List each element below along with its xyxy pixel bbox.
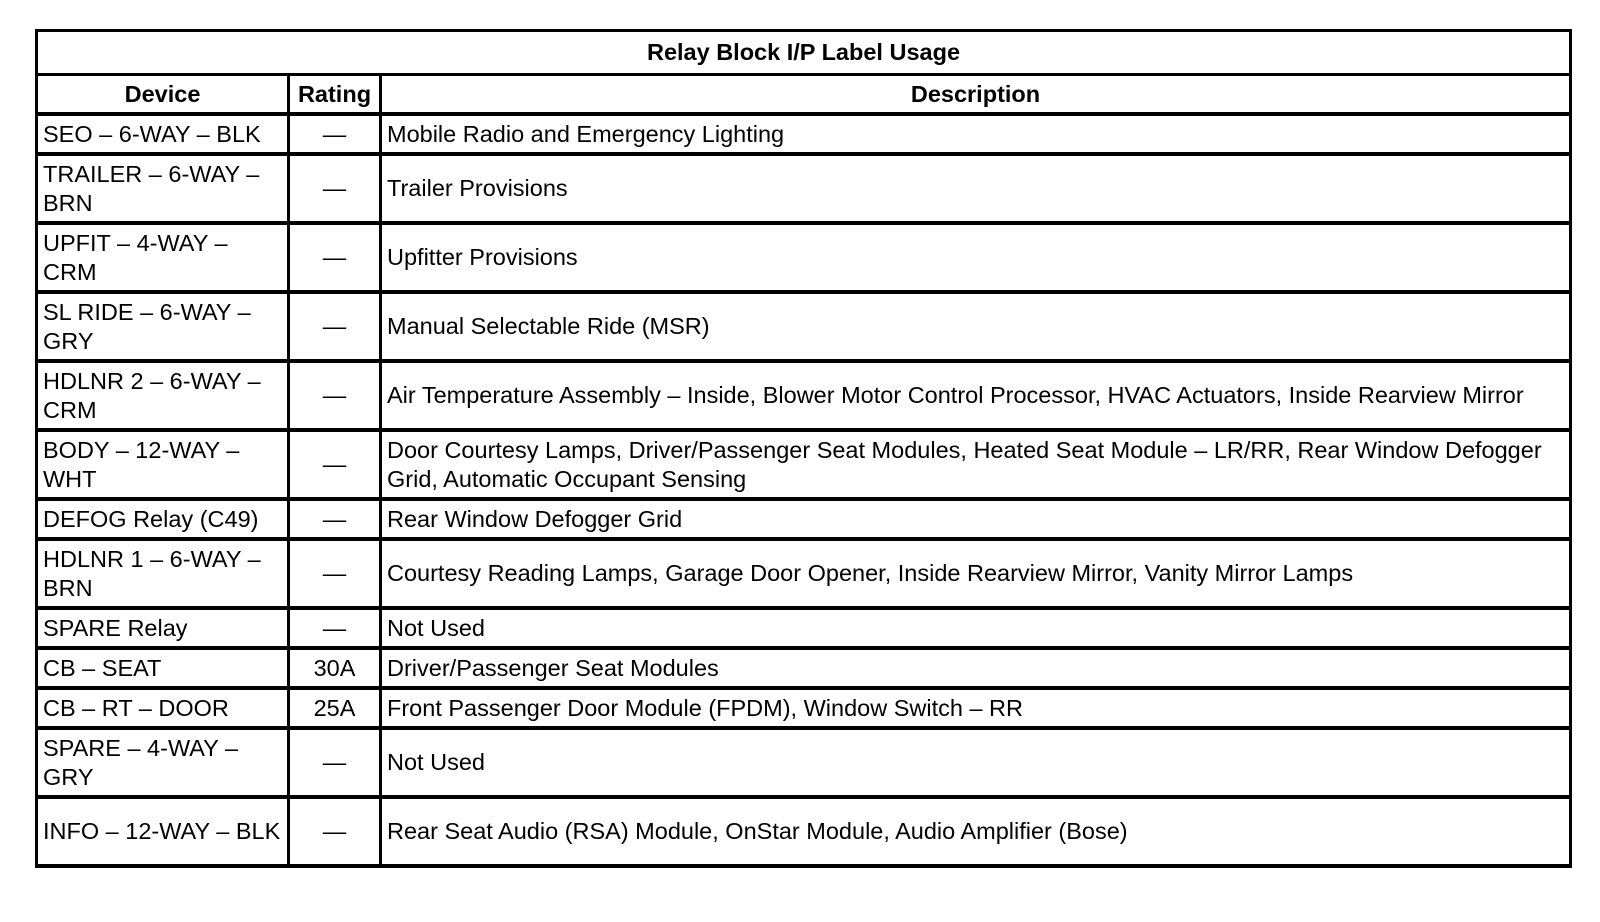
device-cell: DEFOG Relay (C49) [37, 499, 289, 539]
device-cell: SEO – 6-WAY – BLK [37, 114, 289, 154]
rating-cell: 30A [289, 648, 381, 688]
table-row [37, 114, 1571, 154]
column-header-device: Device [37, 75, 289, 115]
table-row [37, 797, 1571, 866]
rating-cell: — [289, 292, 381, 361]
rating-cell: — [289, 361, 381, 430]
description-cell: Not Used [381, 728, 1571, 797]
table-row [37, 608, 1571, 648]
rating-cell: — [289, 608, 381, 648]
description-cell: Rear Window Defogger Grid [381, 499, 1571, 539]
rating-cell: — [289, 114, 381, 154]
table-row [37, 688, 1571, 728]
table-row [37, 292, 1571, 361]
device-cell: UPFIT – 4-WAY – CRM [37, 223, 289, 292]
description-cell: Upfitter Provisions [381, 223, 1571, 292]
rating-cell: — [289, 499, 381, 539]
rating-cell: — [289, 154, 381, 223]
description-cell: Door Courtesy Lamps, Driver/Passenger Seat Modules, Heated Seat Module – LR/RR, Rear Window Defogger Grid, Automatic Occupant Sensing [381, 430, 1571, 499]
description-cell: Mobile Radio and Emergency Lighting [381, 114, 1571, 154]
description-cell: Not Used [381, 608, 1571, 648]
table-title: Relay Block I/P Label Usage [37, 31, 1571, 75]
table-row [37, 223, 1571, 292]
table-body [37, 114, 1571, 866]
table-row [37, 430, 1571, 499]
device-cell: BODY – 12-WAY – WHT [37, 430, 289, 499]
device-cell: CB – SEAT [37, 648, 289, 688]
table-row [37, 361, 1571, 430]
table-row [37, 728, 1571, 797]
rating-cell: — [289, 223, 381, 292]
rating-cell: — [289, 430, 381, 499]
table-row [37, 648, 1571, 688]
rating-cell: — [289, 539, 381, 608]
column-header-rating: Rating [289, 75, 381, 115]
device-cell: CB – RT – DOOR [37, 688, 289, 728]
description-cell: Driver/Passenger Seat Modules [381, 648, 1571, 688]
rating-cell: 25A [289, 688, 381, 728]
description-cell: Air Temperature Assembly – Inside, Blower Motor Control Processor, HVAC Actuators, Inside Rearview Mirror [381, 361, 1571, 430]
description-cell: Front Passenger Door Module (FPDM), Window Switch – RR [381, 688, 1571, 728]
description-cell: Rear Seat Audio (RSA) Module, OnStar Module, Audio Amplifier (Bose) [381, 797, 1571, 866]
device-cell: HDLNR 1 – 6-WAY – BRN [37, 539, 289, 608]
column-header-description: Description [381, 75, 1571, 115]
table-row [37, 539, 1571, 608]
description-cell: Trailer Provisions [381, 154, 1571, 223]
device-cell: SPARE Relay [37, 608, 289, 648]
device-cell: INFO – 12-WAY – BLK [37, 797, 289, 866]
rating-cell: — [289, 797, 381, 866]
rating-cell: — [289, 728, 381, 797]
device-cell: TRAILER – 6-WAY – BRN [37, 154, 289, 223]
device-cell: HDLNR 2 – 6-WAY – CRM [37, 361, 289, 430]
device-cell: SL RIDE – 6-WAY – GRY [37, 292, 289, 361]
description-cell: Manual Selectable Ride (MSR) [381, 292, 1571, 361]
relay-block-table [35, 29, 1572, 868]
device-cell: SPARE – 4-WAY – GRY [37, 728, 289, 797]
description-cell: Courtesy Reading Lamps, Garage Door Opener, Inside Rearview Mirror, Vanity Mirror Lamps [381, 539, 1571, 608]
table-row [37, 499, 1571, 539]
table-row [37, 154, 1571, 223]
